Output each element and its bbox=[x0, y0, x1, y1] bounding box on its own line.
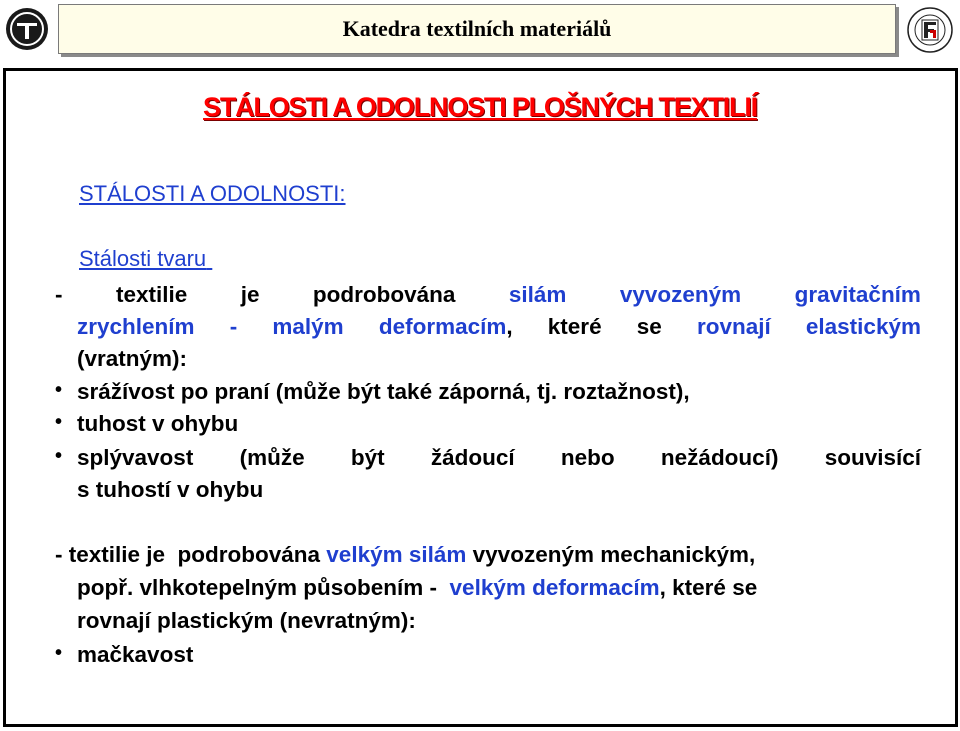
paragraph-2-line-3: rovnají plastickým (nevratným): bbox=[77, 608, 416, 633]
dash: - bbox=[55, 282, 63, 307]
word: souvisící bbox=[824, 445, 921, 470]
word: nebo bbox=[560, 445, 615, 470]
text-segment: velkým deformacím bbox=[449, 575, 660, 600]
paragraph-2-line-2 bbox=[77, 572, 757, 604]
bullet-text-justified bbox=[77, 442, 921, 474]
university-logo-icon bbox=[6, 8, 48, 50]
bullet-text: mačkavost bbox=[77, 642, 194, 667]
word: podrobována bbox=[312, 282, 456, 307]
word: nežádoucí) bbox=[660, 445, 779, 470]
header-title: Katedra textilních materiálů bbox=[342, 16, 612, 41]
text-segment: velkým silám bbox=[326, 542, 467, 567]
paragraph-1-line-2 bbox=[77, 311, 921, 343]
subsection-heading bbox=[79, 246, 212, 272]
word: textilie bbox=[115, 282, 188, 307]
main-title: STÁLOSTI A ODOLNOSTI PLOŠNÝCH TEXTILIÍ bbox=[203, 92, 757, 122]
text-segment: rovnají elastickým bbox=[696, 314, 921, 339]
text-segment: vyvozeným mechanickým, bbox=[466, 542, 756, 567]
word: silám bbox=[508, 282, 567, 307]
paragraph-1-line-1 bbox=[55, 279, 921, 311]
bullet-icon: • bbox=[55, 642, 63, 664]
text-segment: malým deformacím bbox=[272, 314, 507, 339]
word: splývavost bbox=[77, 445, 194, 470]
bullet-text: tuhost v ohybu bbox=[77, 411, 239, 436]
bullet-icon: • bbox=[55, 379, 63, 401]
section-heading: STÁLOSTI A ODOLNOSTI: bbox=[79, 181, 346, 206]
bullet-text: srážívost po praní (může být také záporná, tj. roztažnost), bbox=[77, 379, 690, 404]
word: gravitačním bbox=[794, 282, 921, 307]
paragraph-1-line-3: (vratným): bbox=[77, 346, 188, 371]
text-segment: , které se bbox=[506, 314, 662, 339]
word: vyvozeným bbox=[619, 282, 742, 307]
word: žádoucí bbox=[430, 445, 515, 470]
word: (může bbox=[239, 445, 305, 470]
faculty-seal-icon bbox=[906, 6, 954, 54]
text-segment: popř. vlhkotepelným působením - bbox=[77, 575, 450, 600]
bullet-icon: • bbox=[55, 445, 63, 467]
word: je bbox=[240, 282, 260, 307]
text-segment: , které se bbox=[659, 575, 758, 600]
subsection-heading-text: Stálosti tvaru bbox=[79, 246, 207, 271]
text-segment: - textilie je podrobována bbox=[55, 542, 327, 567]
bullet-text-continued: s tuhostí v ohybu bbox=[77, 477, 264, 502]
header-bar bbox=[58, 4, 896, 54]
bullet-icon: • bbox=[55, 411, 63, 433]
word: být bbox=[350, 445, 385, 470]
text-segment: zrychlením - bbox=[77, 314, 238, 339]
paragraph-2-line-1 bbox=[55, 539, 755, 571]
